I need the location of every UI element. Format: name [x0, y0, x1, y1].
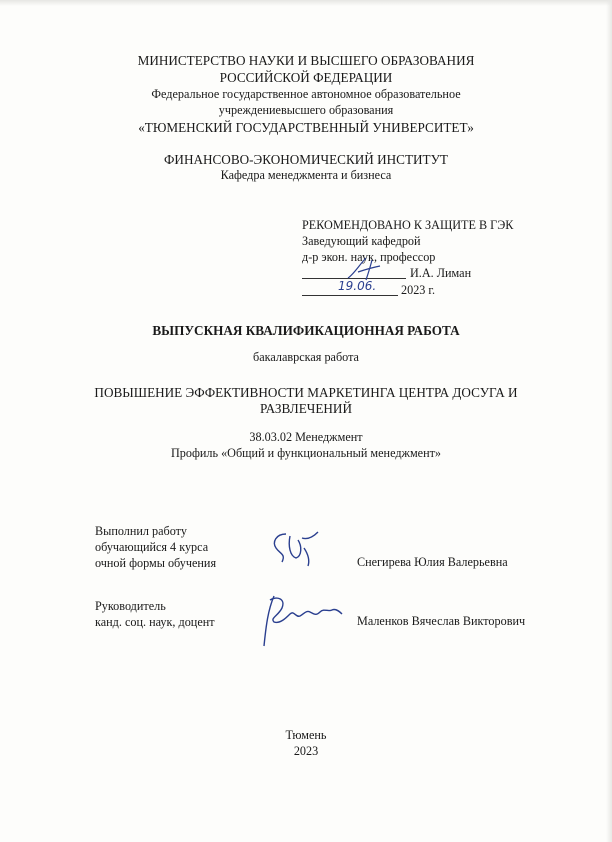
footer-year: 2023	[293, 744, 319, 758]
head-signature	[344, 254, 386, 282]
student-label-3: очной формы обучения	[95, 556, 217, 570]
student-label-2: обучающийся 4 курса	[95, 540, 209, 554]
thesis-type-subtitle: бакалаврская работа	[253, 350, 359, 364]
scan-shadow-top	[0, 0, 612, 6]
supervisor-name: Маленков Вячеслав Викторович	[357, 614, 526, 628]
handwritten-date: 19.06.	[338, 279, 377, 293]
thesis-topic-line-1: ПОВЫШЕНИЕ ЭФФЕКТИВНОСТИ МАРКЕТИНГА ЦЕНТРА ДОСУГА И	[94, 385, 518, 400]
thesis-topic-line-2: РАЗВЛЕЧЕНИЙ	[260, 401, 352, 416]
ministry-line-1: МИНИСТЕРСТВО НАУКИ И ВЫСШЕГО ОБРАЗОВАНИЯ	[137, 53, 475, 68]
approval-role: Заведующий кафедрой	[302, 234, 421, 248]
supervisor-label-2: канд. соц. наук, доцент	[95, 615, 215, 629]
ministry-line-2: РОССИЙСКОЙ ФЕДЕРАЦИИ	[219, 70, 393, 85]
department-name: Кафедра менеджмента и бизнеса	[220, 168, 392, 182]
approval-degree: д-р экон. наук, профессор	[302, 250, 436, 264]
student-name: Снегирева Юлия Валерьевна	[357, 555, 508, 569]
approval-title: РЕКОМЕНДОВАНО К ЗАЩИТЕ В ГЭК	[302, 218, 514, 232]
institute-name: ФИНАНСОВО-ЭКОНОМИЧЕСКИЙ ИНСТИТУТ	[164, 152, 448, 167]
approval-year: 2023 г.	[401, 283, 436, 297]
student-label-1: Выполнил работу	[95, 524, 187, 538]
institution-line-2: учреждениевысшего образования	[218, 103, 394, 117]
supervisor-signature	[260, 590, 346, 650]
student-signature	[268, 528, 324, 568]
head-name: И.А. Лиман	[410, 266, 472, 280]
city: Тюмень	[285, 728, 327, 742]
date-line	[302, 295, 398, 296]
specialty-code: 38.03.02 Менеджмент	[249, 430, 363, 444]
university-name: «ТЮМЕНСКИЙ ГОСУДАРСТВЕННЫЙ УНИВЕРСИТЕТ»	[138, 120, 474, 135]
profile-name: Профиль «Общий и функциональный менеджмент»	[170, 446, 442, 460]
supervisor-label-1: Руководитель	[95, 599, 166, 613]
institution-line-1: Федеральное государственное автономное образовательное	[151, 87, 461, 101]
thesis-type-title: ВЫПУСКНАЯ КВАЛИФИКАЦИОННАЯ РАБОТА	[152, 323, 460, 338]
